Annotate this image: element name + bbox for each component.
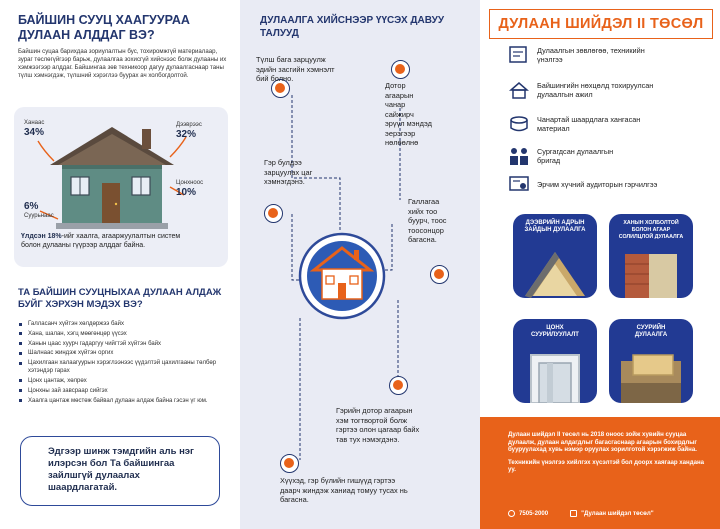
material-icon [508,114,530,134]
remaining-loss-caption: Үлдсэн 18%-ийг хаалга, агааржуулалтын систем болон дулааны гүүрээр алддаг байна. [21,233,181,249]
wall-loss: Ханаас 34% [24,120,45,138]
feature-item: Сургагдсан дулаалгын бригад [508,144,708,168]
roof-insulation-image [523,242,587,298]
window-profile-image [523,347,587,403]
signs-list [18,320,228,406]
project-title: ДУЛААН ШИЙДЭЛ II ТӨСӨЛ [489,9,713,39]
family-icon [280,454,299,473]
signs-title: ТА БАЙШИН СУУЦНЫХАА ДУЛААН АЛДАЖ БУЙГ ХЭРХЭН МЭДЭХ ВЭ? [18,287,222,310]
foundation-image [619,347,683,403]
benefit-health: Хүүхэд, гэр бүлийн гишүүд гэртээ даарч жиндэж ханиад томуу тусах нь багасна. [280,476,408,504]
benefit-time-savings: Гэр булдээ зарцуулах цаг хэмнэгдэнэ. [264,158,313,186]
heat-loss-paragraph: Байшин суцаа барихдаа зориулалтын бус, тохиромжгүй материалаар, зураг төслөгүйгээр барьж, дулаалгаа зохисгүй хийснээс болж дулааны их хэмжээгээр алддаг. Байшингаа зөв техникоор дагуу дулаалгаснаар таны түлш хэмнэгдэж, түлшний хэрэглээ буурах ач холбогдолтой. [18,48,227,79]
team-icon [508,146,530,166]
benefit-fuel-savings: Түлш бага зарцуулж эдийн засгийн хэмнэлт бий болно. [256,55,335,83]
time-icon [264,204,283,223]
consultation-icon [508,45,530,65]
list-item: Галласанч хүйтэн хөлдөржээ байх [18,320,228,328]
contact-info [508,510,654,517]
list-item: Цонх цантаж, хөлрөх [18,377,228,385]
feature-item: Эрчим хүчний аудиторын гэрчилгээ [508,172,708,196]
feature-item: Чанартай шаардлага хангасан материал [508,112,708,136]
facebook-icon [570,510,577,517]
feature-item: Байшингийн нөхцөлд тохируулсан дулаалгын ажил [508,78,708,102]
clock-icon [389,376,408,395]
benefit-comfort: Гэрийн дотор агаарын хэм тогтвортой болж гэртээ олон цагаар байх тав тух нэмэгдэнэ. [336,406,420,444]
list-item: Шалнаас жиндэж хүйтэн оргих [18,349,228,357]
project-footer: Дулаан шийдэл II төсөл нь 2018 оноос зойж хувийн сууцаа дулаалж, дулаан алдагдлыг багасгаснаар агаарын бохирдлыг бууруулахад хувь нэмэр оруулах зорилготой хэрэгжиж байна. Техникийн үнэлгээ хийлгэх хүсэлтэй бол доорх хаягаар хандана уу. 7505-2000 "Дулаан шийдэл төсөл" [480,417,720,529]
benefits-column [240,0,480,529]
foundation-loss: 6% Суурьнаас [24,201,54,219]
benefit-less-firing: Галлагаа хийх тоо буурч, тоос тоосонцор багасна. [408,197,447,244]
benefit-air-quality: Дотор агаарын чанар сайжирч эрүүл мэндэд эерэгээр нөлөөлнө [385,81,432,147]
air-quality-icon [391,60,410,79]
certificate-icon [508,174,530,194]
heat-loss-column [0,0,240,529]
list-item: Хана, шалан, хэгц мөөгөнцөр үүсэх [18,330,228,338]
fire-icon [430,265,449,284]
roof-loss: Дээврээс 32% [176,122,202,140]
list-item: Цахилгаан халаагуурын хэрэглээнээс үүдэлтэй цахилгааны төлбөр хэтэндэр гарах [18,359,228,375]
list-item: Цонхны зай завсраар сийгэх [18,387,228,395]
benefits-title: ДУЛААЛГА ХИЙСНЭЭР ҮҮСЭХ ДАВУУ ТАЛУУД [260,15,445,39]
feature-item: Дулаалгын зөвлөгөө, техникийн үнэлгээ [508,43,708,67]
list-item: Ханын цаас хуурч гадаргуу чийгтэй хүйтэн байх [18,340,228,348]
insulate-callout: Эдгээр шинж тэмдгийн аль нэг илэрсэн бол Та байшингаа зайлшгүй дулаалах шаардлагатай. [20,436,220,506]
heat-loss-title: БАЙШИН СУУЦ ХААГУУРАА ДУЛААН АЛДДАГ ВЭ? [18,13,190,42]
wall-insulation-image [619,242,683,298]
phone-contact[interactable]: 7505-2000 [508,510,548,517]
foundation-insulation-tile: СУУРИЙН ДУЛААЛГА [609,319,693,403]
house-work-icon [508,80,530,100]
project-column [480,0,720,529]
phone-icon [508,510,515,517]
list-item: Хаалга цантаж мөстөж байвал дулаан алдаж байна гэсэн үг юм. [18,397,228,405]
roof-insulation-tile: ДЭЭВРИЙН АДРЫН ЗАЙДЫН ДУЛААЛГА [513,214,597,298]
facebook-contact[interactable]: "Дулаан шийдэл төсөл" [570,510,653,517]
wall-insulation-tile: ХАНЫН ХОЛБОЛТОЙ БОЛОН АГААР СОЛИЛЦЛОЙ ДУЛААЛГА [609,214,693,298]
window-loss: Цонхноос 10% [176,180,204,198]
window-installation-tile: ЦОНХ СУУРИЛУУЛАЛТ [513,319,597,403]
